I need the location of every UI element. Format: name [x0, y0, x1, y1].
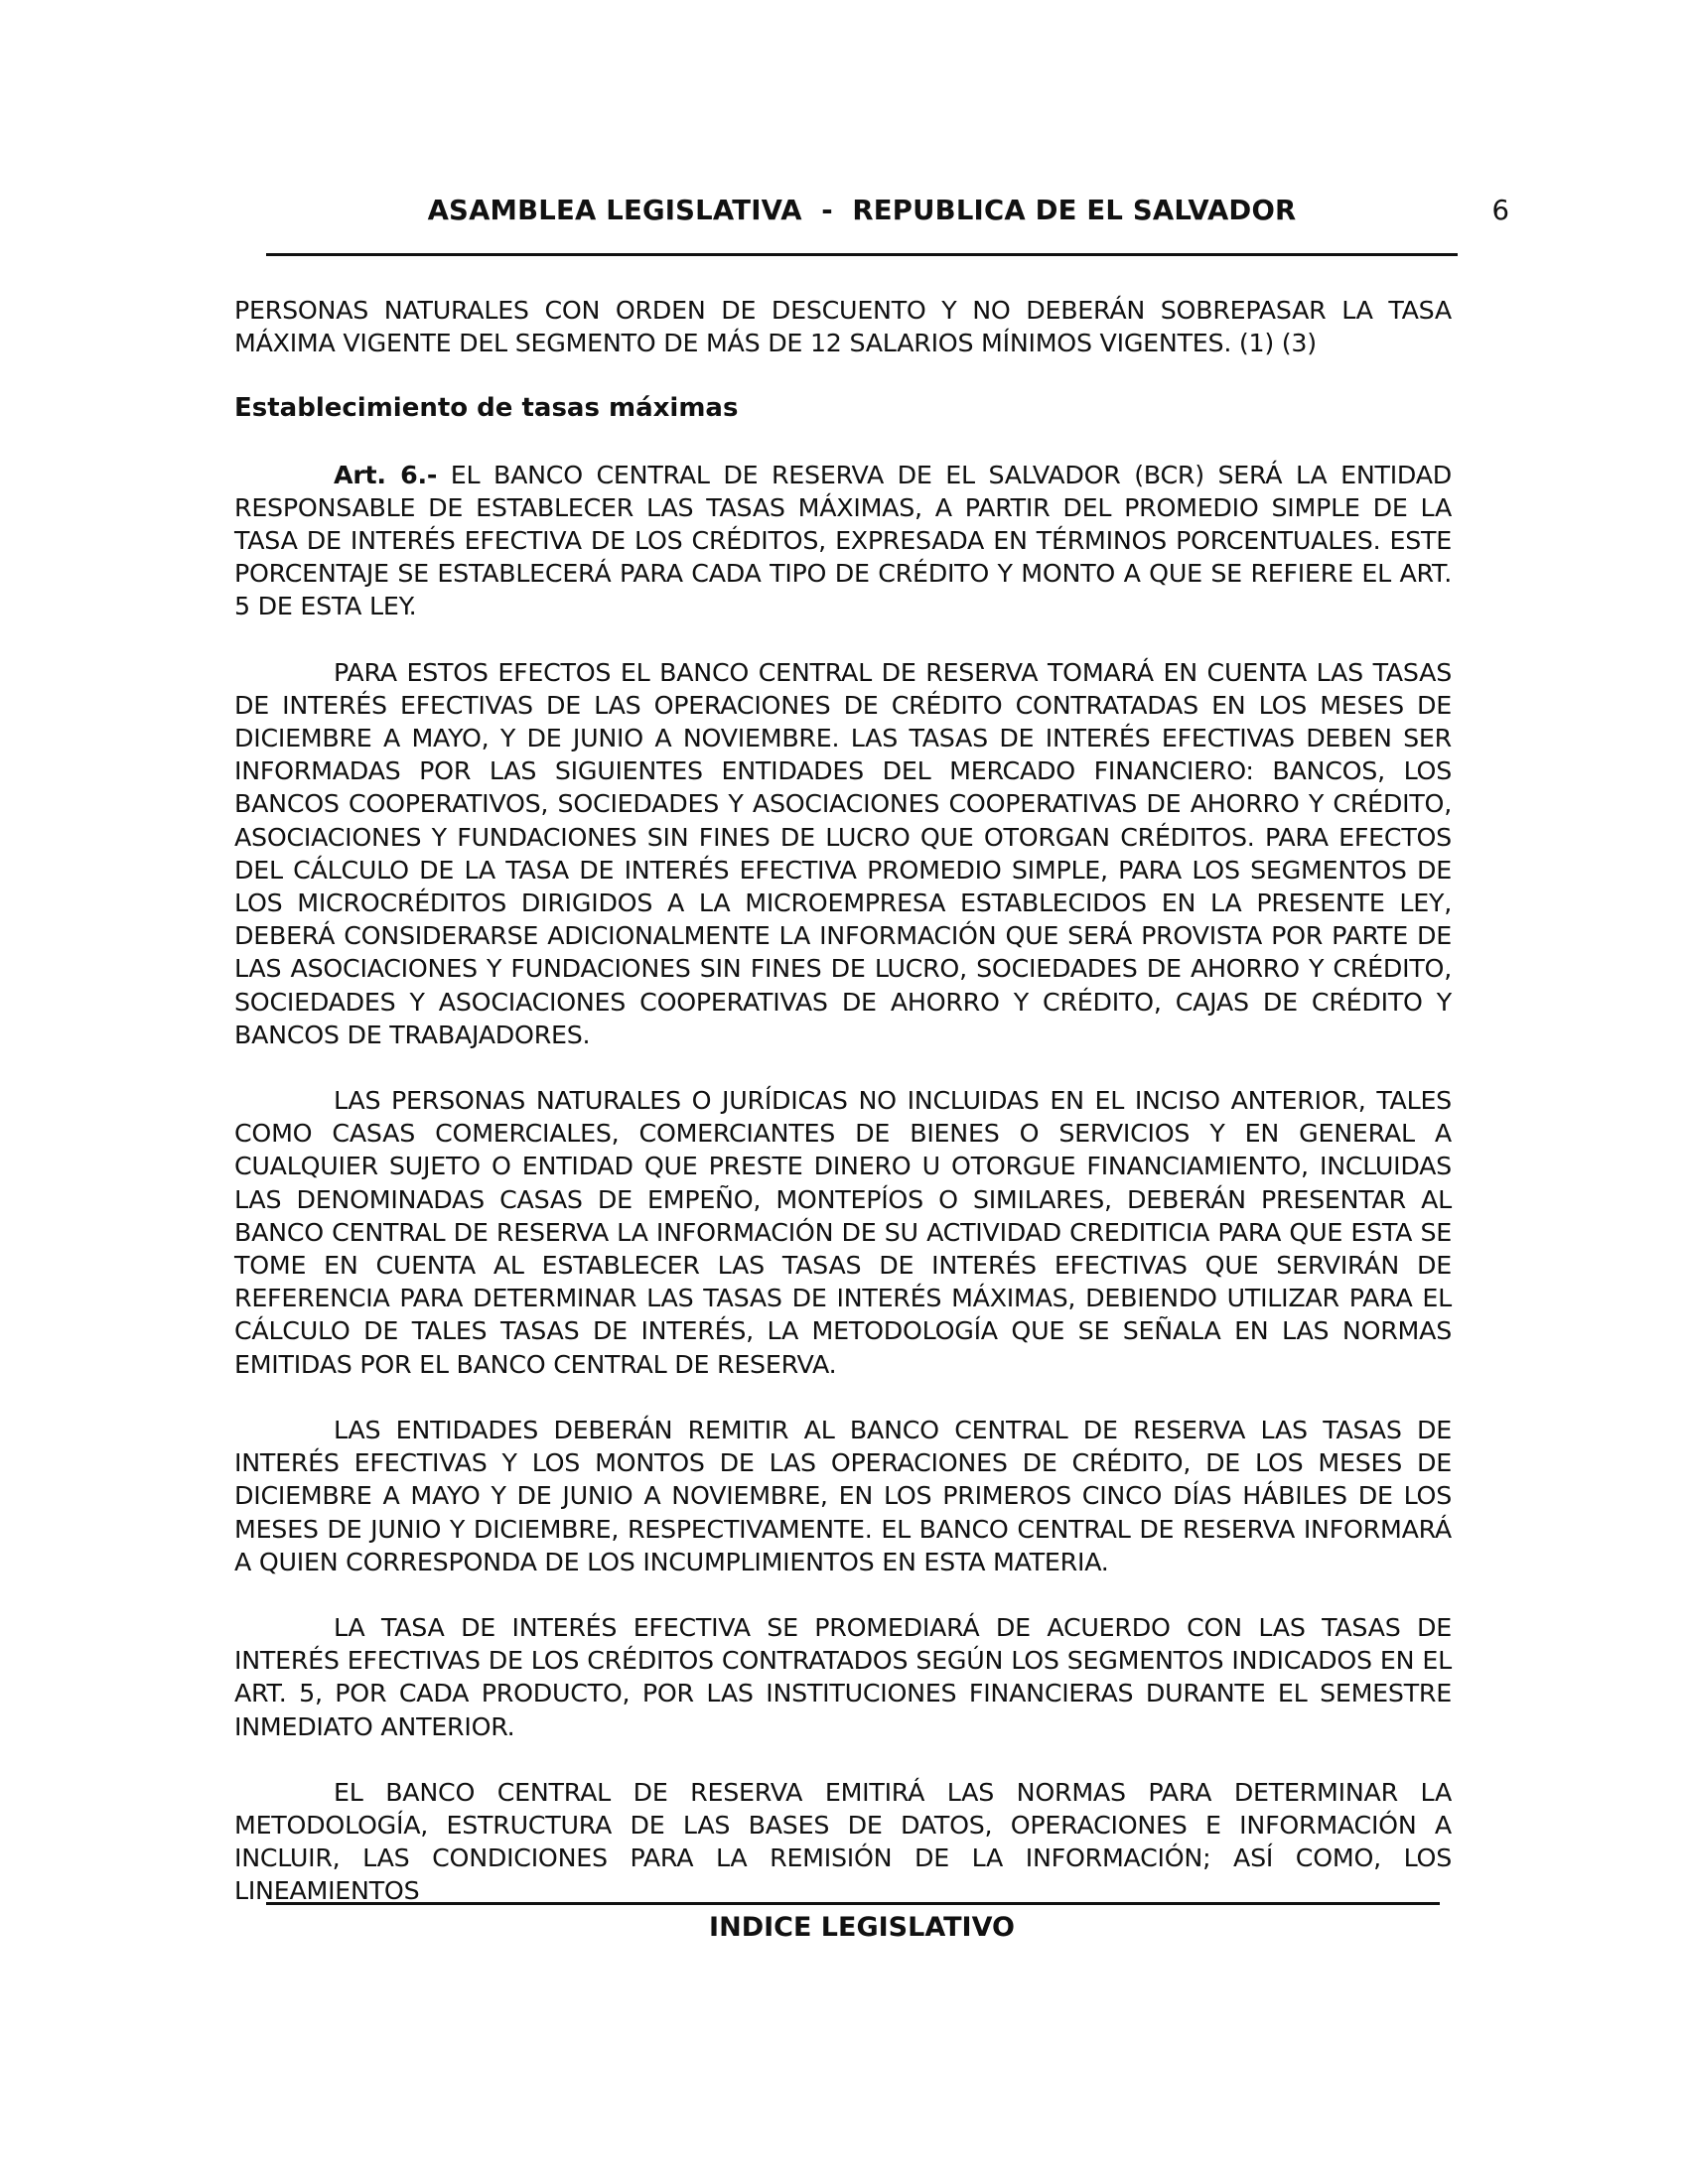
footer-title: INDICE LEGISLATIVO — [709, 1912, 1015, 1943]
paragraph-3: LAS ENTIDADES DEBERÁN REMITIR AL BANCO CENTRAL DE RESERVA LAS TASAS DE INTERÉS EFECTIVAS Y LOS MONTOS DE LAS OPERACIONES DE CRÉDITO, DE LOS MESES DE DICIEMBRE A MAYO Y DE JUNIO A NOVIEMBRE, EN LOS PRIMEROS CINCO DÍAS HÁBILES DE LOS MESES DE JUNIO Y DICIEMBRE, RESPECTIVAMENTE. EL BANCO CENTRAL DE RESERVA INFORMARÁ A QUIEN CORRESPONDA DE LOS INCUMPLIMIENTOS EN ESTA MATERIA. — [234, 1415, 1452, 1576]
page-number: 6 — [1491, 195, 1509, 226]
article-text: EL BANCO CENTRAL DE RESERVA DE EL SALVADOR (BCR) SERÁ LA ENTIDAD RESPONSABLE DE ESTABLECER LAS TASAS MÁXIMAS, A PARTIR DEL PROMEDIO SIMPLE DE LA TASA DE INTERÉS EFECTIVA DE LOS CRÉDITOS, EXPRESADA EN TÉRMINOS PORCENTUALES. ESTE PORCENTAJE SE ESTABLECERÁ PARA CADA TIPO DE CRÉDITO Y MONTO A QUE SE REFIERE EL ART. 5 DE ESTA LEY. — [234, 460, 1452, 621]
article-paragraph — [234, 459, 1452, 623]
footer-rule — [266, 1902, 1440, 1905]
paragraph-1: PARA ESTOS EFECTOS EL BANCO CENTRAL DE RESERVA TOMARÁ EN CUENTA LAS TASAS DE INTERÉS EFECTIVAS DE LAS OPERACIONES DE CRÉDITO CONTRATADAS EN LOS MESES DE DICIEMBRE A MAYO, Y DE JUNIO A NOVIEMBRE. LAS TASAS DE INTERÉS EFECTIVAS DEBEN SER INFORMADAS POR LAS SIGUIENTES ENTIDADES DEL MERCADO FINANCIERO: BANCOS, LOS BANCOS COOPERATIVOS, SOCIEDADES Y ASOCIACIONES COOPERATIVAS DE AHORRO Y CRÉDITO, ASOCIACIONES Y FUNDACIONES SIN FINES DE LUCRO QUE OTORGAN CRÉDITOS. PARA EFECTOS DEL CÁLCULO DE LA TASA DE INTERÉS EFECTIVA PROMEDIO SIMPLE, PARA LOS SEGMENTOS DE LOS MICROCRÉDITOS DIRIGIDOS A LA MICROEMPRESA ESTABLECIDOS EN LA PRESENTE LEY, DEBERÁ CONSIDERARSE ADICIONALMENTE LA INFORMACIÓN QUE SERÁ PROVISTA POR PARTE DE LAS ASOCIACIONES Y FUNDACIONES SIN FINES DE LUCRO, SOCIEDADES DE AHORRO Y CRÉDITO, SOCIEDADES Y ASOCIACIONES COOPERATIVAS DE AHORRO Y CRÉDITO, CAJAS DE CRÉDITO Y BANCOS DE TRABAJADORES. — [234, 657, 1452, 1049]
paragraph-2: LAS PERSONAS NATURALES O JURÍDICAS NO INCLUIDAS EN EL INCISO ANTERIOR, TALES COMO CASAS COMERCIALES, COMERCIANTES DE BIENES O SERVICIOS Y EN GENERAL A CUALQUIER SUJETO O ENTIDAD QUE PRESTE DINERO U OTORGUE FINANCIAMIENTO, INCLUIDAS LAS DENOMINADAS CASAS DE EMPEÑO, MONTEPÍOS O SIMILARES, DEBERÁN PRESENTAR AL BANCO CENTRAL DE RESERVA LA INFORMACIÓN DE SU ACTIVIDAD CREDITICIA PARA QUE ESTA SE TOME EN CUENTA AL ESTABLECER LAS TASAS DE INTERÉS EFECTIVAS QUE SERVIRÁN DE REFERENCIA PARA DETERMINAR LAS TASAS DE INTERÉS MÁXIMAS, DEBIENDO UTILIZAR PARA EL CÁLCULO DE TALES TASAS DE INTERÉS, LA METODOLOGÍA QUE SE SEÑALA EN LAS NORMAS EMITIDAS POR EL BANCO CENTRAL DE RESERVA. — [234, 1086, 1452, 1379]
header-title: ASAMBLEA LEGISLATIVA - REPUBLICA DE EL SALVADOR — [427, 195, 1297, 226]
paragraph-continuation: PERSONAS NATURALES CON ORDEN DE DESCUENTO Y NO DEBERÁN SOBREPASAR LA TASA MÁXIMA VIGENTE DEL SEGMENTO DE MÁS DE 12 SALARIOS MÍNIMOS VIGENTES. (1) (3) — [234, 296, 1452, 358]
section-heading: Establecimiento de tasas máximas — [234, 393, 739, 424]
document-body — [234, 294, 1452, 1941]
paragraph-4: LA TASA DE INTERÉS EFECTIVA SE PROMEDIARÁ DE ACUERDO CON LAS TASAS DE INTERÉS EFECTIVAS DE LOS CRÉDITOS CONTRATADOS SEGÚN LOS SEGMENTOS INDICADOS EN EL ART. 5, POR CADA PRODUCTO, POR LAS INSTITUCIONES FINANCIERAS DURANTE EL SEMESTRE INMEDIATO ANTERIOR. — [234, 1612, 1452, 1741]
paragraph-5: EL BANCO CENTRAL DE RESERVA EMITIRÁ LAS NORMAS PARA DETERMINAR LA METODOLOGÍA, ESTRUCTURA DE LAS BASES DE DATOS, OPERACIONES E INFORMACIÓN A INCLUIR, LAS CONDICIONES PARA LA REMISIÓN DE LA INFORMACIÓN; ASÍ COMO, LOS LINEAMIENTOS — [234, 1777, 1452, 1906]
article-label: Art. 6.- — [334, 460, 438, 489]
header-rule — [266, 253, 1458, 256]
